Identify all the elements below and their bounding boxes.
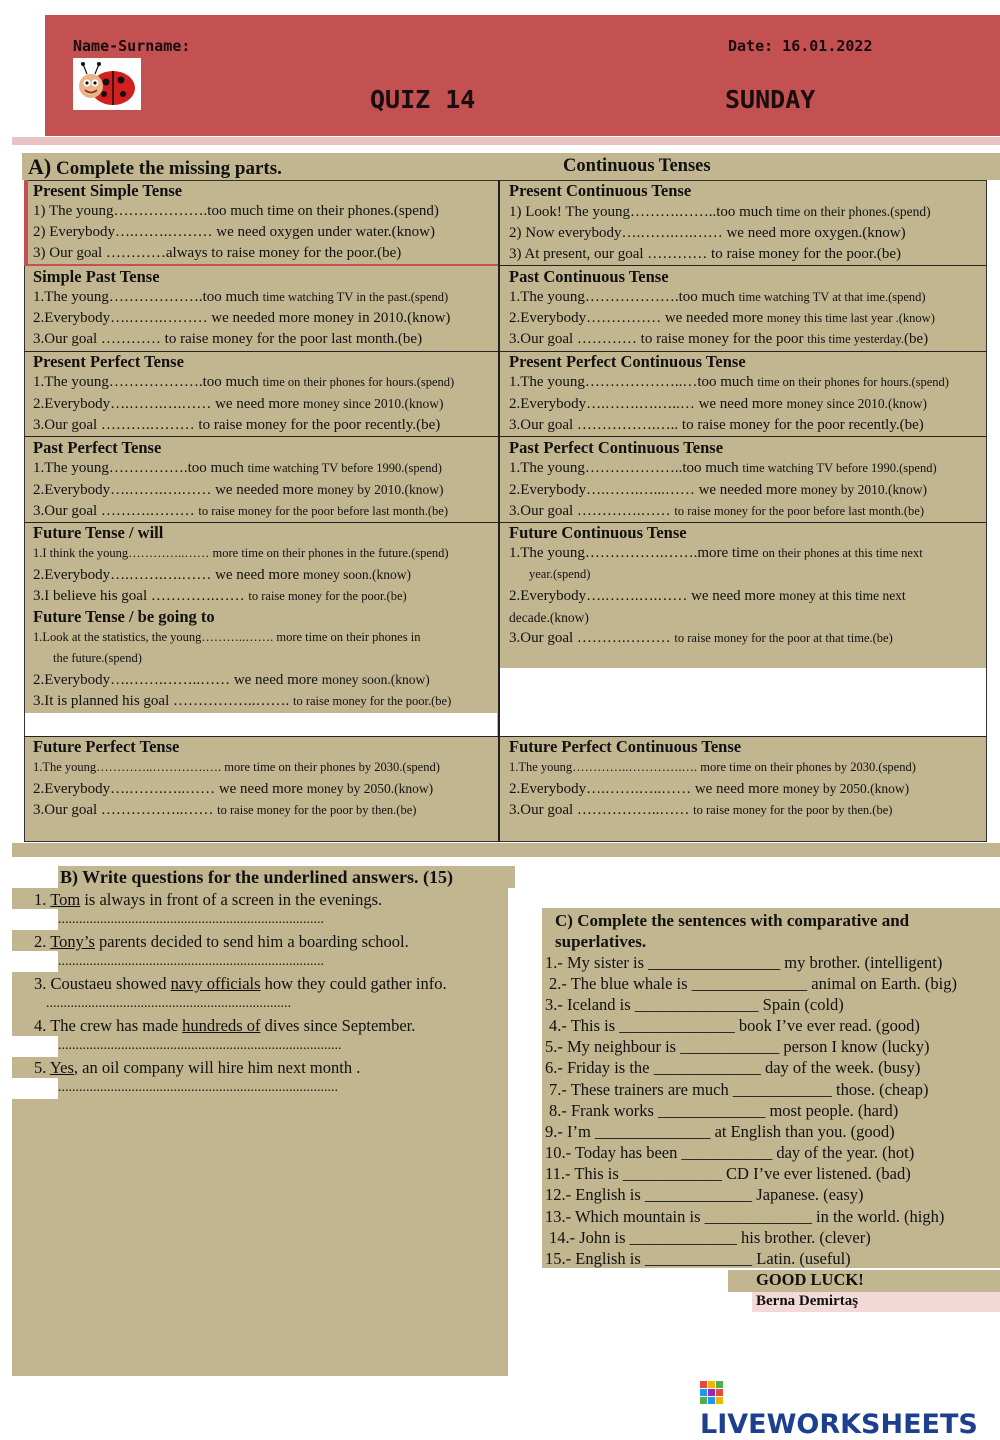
date-label: Date: 16.01.2022 [728, 37, 873, 55]
question-5 [34, 1058, 360, 1078]
line-text: 2.Everybody….…….….…… we needed more [33, 482, 318, 498]
future-will-line-1: 1.I think the young…………..…… more time on their phones in the future.(spend) [33, 546, 449, 560]
line-text: 1.The young……………….too much [33, 289, 263, 305]
line-text: 2.Everybody….…….….…… we need more [509, 588, 779, 604]
underlined-answer: Tony’s [50, 932, 95, 951]
ladybug-icon [73, 58, 141, 110]
section-c-title-line-2: superlatives. [555, 932, 647, 951]
present-perfect-continuous-line-3: 3.Our goal …………….….. to raise money for the poor recently.(be) [509, 417, 924, 433]
past-perfect-cell [24, 438, 498, 522]
line-text-small: money by 2050.(know) [306, 781, 434, 796]
future-will-cell [24, 523, 498, 712]
future-perfect-line-1: 1.The young…………..………….…. more time on their phones by 2030.(spend) [33, 760, 440, 774]
c-item-5[interactable]: 5.- My neighbour is ____________ person I know (lucky) [545, 1037, 930, 1056]
c-item-12[interactable]: 12.- English is _____________ Japanese. (easy) [545, 1185, 864, 1204]
future-perfect-cell [24, 737, 498, 821]
line-text: 2.Everybody….…….…..…… we need more [509, 781, 783, 797]
underlined-answer: navy officials [170, 974, 261, 993]
line-text-small: time on their phones for hours.(spend) [262, 375, 455, 389]
past-perfect-heading: Past Perfect Tense [33, 438, 162, 457]
question-2 [34, 932, 409, 952]
q-text: 3. Coustaeu showed [34, 974, 171, 993]
line-text-small: this time yesterday. [807, 332, 905, 346]
panel-gap [12, 1078, 58, 1099]
author-name: Berna Demirtaş [756, 1293, 859, 1309]
q-text: parents decided to send him a boarding school. [94, 932, 409, 951]
line-text-small: time watching TV before 1990.(spend) [247, 461, 442, 475]
line-text-small: on their phones at this time next [762, 546, 923, 560]
grid-blank-area [500, 668, 986, 736]
c-item-2[interactable]: 2.- The blue whale is ______________ animal on Earth. (big) [549, 974, 957, 993]
answer-line-1[interactable]: ............................................................................ [58, 912, 324, 927]
past-perfect-continuous-line-2 [509, 479, 987, 501]
line-text-small: money by 2010.(know) [800, 482, 927, 497]
section-b-title: B) Write questions for the underlined answers. (15) [58, 866, 515, 888]
present-simple-cell [24, 181, 498, 264]
grid-divider [24, 436, 987, 437]
c-item-14[interactable]: 14.- John is _____________ his brother. (clever) [549, 1228, 871, 1247]
present-perfect-heading: Present Perfect Tense [33, 352, 184, 371]
future-continuous-line-2 [509, 585, 987, 607]
underlined-answer: hundreds of [182, 1016, 261, 1035]
line-text: 3.Our goal ……….……… [509, 630, 675, 646]
future-continuous-line-1 [509, 543, 987, 564]
simple-past-line-2: 2.Everybody….…….……… we needed more money in 2010.(know) [33, 310, 451, 326]
q-text: , an oil company will hire him next month . [73, 1058, 361, 1077]
q-text: is always in front of a screen in the evenings. [80, 890, 383, 909]
line-text: 2.Everybody….…….….…… we need more [33, 396, 303, 412]
future-perfect-line-2 [33, 778, 498, 800]
line-text: 1.The young……………….too much [509, 289, 739, 305]
future-perfect-continuous-line-2 [509, 778, 987, 800]
c-item-8[interactable]: 8.- Frank works _____________ most people. (hard) [549, 1101, 899, 1120]
past-continuous-heading: Past Continuous Tense [509, 267, 669, 286]
line-text-small: time watching TV before 1990.(spend) [742, 461, 937, 475]
line-text-small: time watching TV in the past.(spend) [262, 290, 449, 304]
line-text: 1.The young……………….too much [33, 374, 263, 390]
header-divider [12, 137, 1000, 145]
answer-line-3[interactable]: ...................................................................... [46, 996, 291, 1011]
past-perfect-continuous-cell [500, 438, 987, 522]
simple-past-line-3: 3.Our goal ………… to raise money for the poor last month.(be) [33, 331, 423, 347]
panel-gap [513, 866, 1000, 888]
past-perfect-continuous-line-3 [509, 501, 987, 522]
section-c-title-line-1: C) Complete the sentences with comparative and [555, 911, 910, 930]
line-text: 3.I believe his goal ………….…… [33, 588, 249, 604]
past-perfect-continuous-heading: Past Perfect Continuous Tense [509, 438, 724, 457]
line-text: 2.Everybody….…….……..…… we need more [33, 672, 322, 688]
present-simple-line-2: 2) Everybody….…….……… we need oxygen under water.(know) [33, 224, 435, 240]
line-text: 3.Our goal ………… to raise money for the poor [509, 331, 808, 347]
line-text-small: to raise money for the poor before last month.(be) [674, 504, 924, 518]
line-text-small: money soon.(know) [302, 567, 411, 582]
present-simple-line-1: 1) The young……………….too much time on their phones.(spend) [33, 203, 439, 219]
line-text-small: time watching TV at that ime.(spend) [738, 290, 926, 304]
future-continuous-heading: Future Continuous Tense [509, 523, 687, 542]
past-perfect-line-3 [33, 501, 498, 522]
present-perfect-line-3: 3.Our goal ……….……… to raise money for the poor recently.(be) [33, 417, 441, 433]
future-going-to-line-3 [33, 691, 498, 712]
section-c-title [555, 910, 909, 952]
future-continuous-line-2b: decade.(know) [509, 610, 589, 625]
grid-blank-area [25, 713, 497, 736]
continuous-tenses-title: Continuous Tenses [563, 156, 711, 176]
q-num: 5. [34, 1058, 50, 1077]
present-simple-heading: Present Simple Tense [33, 181, 183, 200]
present-perfect-continuous-line-1 [509, 372, 987, 393]
future-continuous-line-3 [509, 628, 987, 649]
present-continuous-heading: Present Continuous Tense [509, 181, 692, 200]
present-perfect-cell [24, 352, 498, 436]
question-4 [34, 1016, 415, 1036]
c-item-10[interactable]: 10.- Today has been ___________ day of the year. (hot) [545, 1143, 915, 1162]
present-perfect-continuous-heading: Present Perfect Continuous Tense [509, 352, 746, 371]
question-3 [34, 974, 447, 994]
good-luck-text: GOOD LUCK! [756, 1270, 864, 1289]
present-continuous-line-1 [509, 201, 987, 223]
line-text-small: money since 2010.(know) [302, 396, 444, 411]
future-perfect-line-3 [33, 800, 498, 821]
section-a-instruction: Complete the missing parts. [51, 158, 282, 179]
line-text: 1.The young…………….too much [33, 460, 248, 476]
q-text: 4. The crew has made [34, 1016, 183, 1035]
q-num: 1. [34, 890, 51, 909]
present-continuous-line-3: 3) At present, our goal ………… to raise money for the poor.(be) [509, 246, 901, 262]
past-continuous-line-3 [509, 329, 987, 350]
future-going-to-heading: Future Tense / be going to [33, 607, 215, 626]
present-perfect-line-1 [33, 372, 498, 393]
past-perfect-continuous-line-1 [509, 458, 987, 479]
panel-gap [12, 909, 58, 930]
present-perfect-continuous-cell [500, 352, 987, 436]
c-item-6[interactable]: 6.- Friday is the _____________ day of the week. (busy) [545, 1058, 921, 1077]
c-item-7[interactable]: 7.- These trainers are much ____________ those. (cheap) [549, 1080, 929, 1099]
line-text-small: to raise money for the poor by then.(be) [693, 803, 893, 817]
future-perfect-heading: Future Perfect Tense [33, 737, 180, 756]
future-going-to-line-1b: the future.(spend) [53, 651, 142, 665]
line-text: 2.Everybody…………… we needed more [509, 310, 767, 326]
past-continuous-cell [500, 267, 987, 350]
line-text-small: money at this time next [778, 588, 906, 603]
c-item-11[interactable]: 11.- This is ____________ CD I’ve ever listened. (bad) [545, 1164, 911, 1183]
c-item-1[interactable]: 1.- My sister is ________________ my brother. (intelligent) [545, 953, 943, 972]
line-text: 2.Everybody….…….…..…… we need more [33, 781, 307, 797]
answer-line-2[interactable]: ............................................................................ [58, 954, 324, 969]
liveworksheets-logo-icon [700, 1381, 724, 1405]
c-item-13[interactable]: 13.- Which mountain is _____________ in the world. (high) [545, 1207, 945, 1226]
answer-line-4[interactable]: ................................................................................. [58, 1038, 342, 1053]
line-text-small: to raise money for the poor before last month.(be) [198, 504, 448, 518]
line-text: 3.Our goal ……………..…… [33, 802, 218, 818]
c-item-9[interactable]: 9.- I’m ______________ at English than you. (good) [545, 1122, 895, 1141]
line-text: 2.Everybody….…….…...…… we needed more [509, 482, 801, 498]
past-continuous-line-2 [509, 308, 987, 329]
present-perfect-line-2 [33, 393, 498, 415]
future-will-heading: Future Tense / will [33, 523, 164, 542]
highlight-line [24, 264, 498, 266]
underlined-answer: Tom [50, 890, 81, 909]
q-text: dives since September. [260, 1016, 416, 1035]
q-num: 2. [34, 932, 51, 951]
line-text-small: money by 2010.(know) [317, 482, 444, 497]
future-continuous-cell [500, 523, 987, 649]
simple-past-heading: Simple Past Tense [33, 267, 160, 286]
future-perfect-continuous-line-3 [509, 800, 987, 821]
section-a-bottom-band [12, 843, 1000, 857]
future-going-to-line-1: 1.Look at the statistics, the young………..……. more time on their phones in [33, 630, 421, 644]
present-continuous-cell [500, 181, 987, 265]
line-text-small: to raise money for the poor.(be) [248, 589, 407, 603]
future-perfect-continuous-heading: Future Perfect Continuous Tense [509, 737, 742, 756]
simple-past-line-1 [33, 287, 498, 308]
line-text-small: to raise money for the poor by then.(be) [217, 803, 417, 817]
line-text-small: time on their phones for hours.(spend) [757, 375, 949, 389]
future-perfect-continuous-line-1: 1.The young…………..………….…. more time on their phones by 2030.(spend) [509, 760, 916, 774]
line-text: 3.Our goal ……………..…… [509, 802, 694, 818]
c-item-4[interactable]: 4.- This is ______________ book I’ve ever read. (good) [549, 1016, 920, 1035]
q-text: how they could gather info. [260, 974, 447, 993]
section-a-title [28, 154, 282, 180]
line-text: 2.Everybody….…….….…… we need more [33, 567, 303, 583]
underlined-answer: Yes [49, 1058, 74, 1077]
line-text: 1) Look! The young……….……..too much [509, 204, 777, 220]
panel-gap [12, 1036, 58, 1057]
line-text-small: money soon.(know) [321, 672, 430, 687]
present-continuous-line-2: 2) Now everybody….…….….…… we need more oxygen.(know) [509, 225, 906, 241]
line-text-small: time on their phones.(spend) [776, 204, 931, 219]
past-perfect-line-2 [33, 479, 498, 501]
name-surname-label: Name-Surname: [73, 37, 191, 55]
future-continuous-line-1b: year.(spend) [529, 567, 591, 581]
future-will-line-2 [33, 564, 498, 586]
past-continuous-line-1 [509, 287, 987, 308]
line-text: 1.The young………………..too much [509, 460, 743, 476]
past-perfect-line-1 [33, 458, 498, 479]
simple-past-cell [24, 267, 498, 350]
c-item-15[interactable]: 15.- English is _____________ Latin. (useful) [545, 1249, 851, 1268]
line-text-small: money since 2010.(know) [786, 396, 928, 411]
line-text: 3.Our goal ……….……… [33, 503, 199, 519]
line-text-small: money by 2050.(know) [782, 781, 910, 796]
line-text: 1.The young…………….…….more time [509, 545, 763, 561]
line-text-small: to raise money for the poor at that time.(be) [674, 631, 893, 645]
present-perfect-continuous-line-2 [509, 393, 987, 415]
liveworksheets-logo[interactable] [700, 1378, 1000, 1440]
line-text: (be) [904, 331, 929, 347]
logo-text: LIVEWORKSHEETS [700, 1409, 978, 1440]
section-a-letter: A) [28, 154, 52, 179]
line-text: 2.Everybody….…….….…..… we need more [509, 396, 787, 412]
line-text: 3.It is planned his goal ……………..……. [33, 693, 293, 709]
panel-gap [12, 951, 58, 972]
c-item-3[interactable]: 3.- Iceland is _______________ Spain (cold) [545, 995, 844, 1014]
future-will-line-3 [33, 586, 498, 607]
line-text: 1.The young………………..…too much [509, 374, 758, 390]
line-text-small: to raise money for the poor.(be) [292, 694, 452, 708]
question-1 [34, 890, 382, 910]
future-going-to-line-2 [33, 669, 498, 691]
line-text-small: money this time last year .(know) [766, 311, 935, 325]
future-perfect-continuous-cell [500, 737, 987, 821]
panel-gap [12, 866, 58, 888]
answer-line-5[interactable]: ................................................................................ [58, 1080, 338, 1095]
line-text: 3.Our goal ………….…… [509, 503, 675, 519]
day-label: SUNDAY [725, 85, 816, 114]
quiz-title: QUIZ 14 [370, 85, 476, 114]
header-banner [45, 15, 1000, 136]
present-simple-line-3: 3) Our goal …………always to raise money for the poor.(be) [33, 245, 402, 261]
